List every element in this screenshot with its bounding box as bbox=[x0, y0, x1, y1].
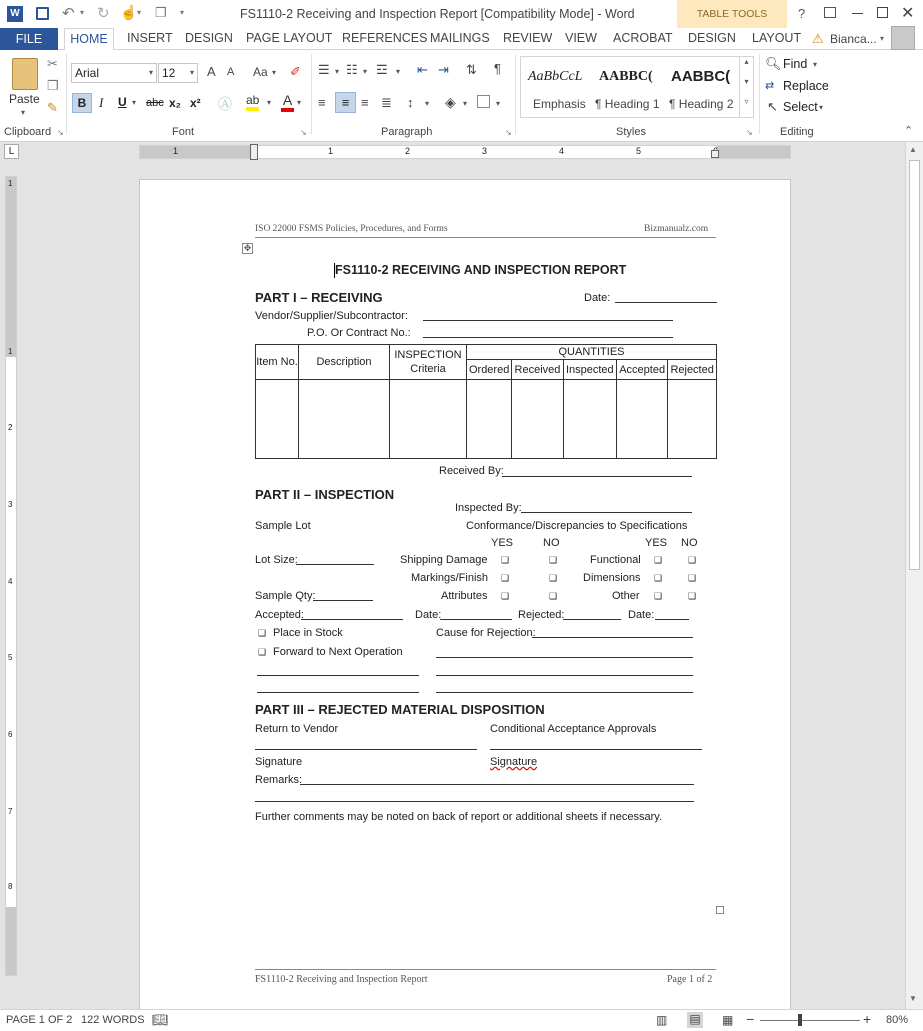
table-move-handle-icon[interactable]: ✥ bbox=[243, 243, 252, 253]
ruler-number: 1 bbox=[328, 146, 334, 156]
table-tools-label: TABLE TOOLS bbox=[677, 0, 787, 28]
change-case-dropdown-icon[interactable]: ▾ bbox=[272, 68, 277, 77]
attributes-no-checkbox[interactable]: ❑ bbox=[549, 591, 558, 601]
functional-no-checkbox[interactable]: ❑ bbox=[688, 555, 697, 565]
header-right: Bizmanualz.com bbox=[644, 224, 709, 234]
font-name-box[interactable] bbox=[71, 63, 157, 83]
zoom-slider[interactable] bbox=[760, 1020, 860, 1021]
replace-icon[interactable]: ⇄ bbox=[765, 80, 775, 92]
user-name[interactable]: Bianca... bbox=[830, 32, 877, 46]
inspected-by-line bbox=[521, 512, 692, 513]
rejected-line bbox=[563, 619, 621, 620]
functional-label: Functional bbox=[590, 554, 641, 566]
tab-selector-icon[interactable]: L bbox=[4, 144, 19, 159]
remarks-label: Remarks: bbox=[255, 774, 303, 786]
cause-for-rejection-label: Cause for Rejection: bbox=[436, 627, 536, 639]
footer-left: FS1110-2 Receiving and Inspection Report bbox=[255, 974, 428, 985]
blank-line-left-2 bbox=[257, 692, 419, 693]
attributes-label: Attributes bbox=[441, 590, 488, 602]
table-cell[interactable] bbox=[512, 380, 563, 459]
accepted-date-label: Date: bbox=[415, 609, 442, 621]
document-page[interactable] bbox=[139, 179, 791, 1009]
lot-size-label: Lot Size: bbox=[255, 554, 298, 566]
increase-indent-icon[interactable]: ⇥ bbox=[438, 62, 449, 77]
select-button[interactable]: Select bbox=[783, 100, 818, 114]
footer-rule bbox=[255, 969, 716, 970]
styles-scroll-up-icon[interactable]: ▴ bbox=[739, 57, 753, 77]
table-cell[interactable] bbox=[563, 380, 616, 459]
zoom-level[interactable]: 80% bbox=[886, 1014, 909, 1026]
tab-review[interactable]: REVIEW bbox=[503, 31, 553, 45]
ruler-margin-right bbox=[716, 146, 790, 158]
window-title: FS1110-2 Receiving and Inspection Report [Compatibility Mode] - Word bbox=[240, 7, 635, 21]
style-emphasis[interactable] bbox=[521, 57, 593, 117]
col-ordered: Ordered bbox=[467, 360, 512, 380]
blank-line-left-1 bbox=[257, 675, 419, 676]
borders-dropdown-icon[interactable]: ▾ bbox=[496, 99, 501, 108]
font-size-box[interactable] bbox=[158, 63, 198, 83]
zoom-slider-thumb[interactable] bbox=[798, 1014, 802, 1026]
tab-references[interactable]: REFERENCES bbox=[342, 31, 428, 45]
superscript-button[interactable]: x² bbox=[190, 96, 201, 110]
shrink-font-button[interactable]: A bbox=[227, 66, 235, 78]
numbering-icon[interactable]: ☷ bbox=[346, 62, 358, 77]
lot-size-line bbox=[296, 564, 374, 565]
clipboard-launcher-icon[interactable]: ↘ bbox=[57, 128, 64, 137]
paragraph-launcher-icon[interactable]: ↘ bbox=[505, 128, 512, 137]
word-logo-icon[interactable]: W bbox=[7, 6, 23, 22]
find-dropdown-icon[interactable]: ▾ bbox=[813, 60, 818, 69]
subscript-button[interactable]: x₂ bbox=[169, 96, 182, 110]
accepted-label: Accepted: bbox=[255, 609, 304, 621]
yes-header-2: YES bbox=[645, 537, 668, 549]
quantities-table bbox=[255, 344, 717, 459]
find-icon[interactable]: 🔍︎ bbox=[765, 56, 782, 71]
scroll-up-icon[interactable]: ▲ bbox=[909, 145, 917, 154]
bold-button[interactable]: B bbox=[72, 93, 92, 113]
maximize-icon[interactable] bbox=[877, 7, 888, 18]
word-count[interactable]: 122 WORDS bbox=[81, 1014, 145, 1026]
font-color-button[interactable]: A bbox=[281, 92, 294, 112]
select-icon[interactable]: ↖ bbox=[767, 99, 778, 114]
dimensions-yes-checkbox[interactable]: ❑ bbox=[654, 573, 663, 583]
tab-page-layout[interactable]: PAGE LAYOUT bbox=[246, 31, 333, 45]
table-resize-handle-icon[interactable] bbox=[716, 906, 724, 914]
shading-icon[interactable]: ◈ bbox=[445, 94, 456, 110]
ruler-number: 5 bbox=[636, 146, 642, 156]
style-preview: AABBC( bbox=[671, 68, 731, 85]
cause-line-2 bbox=[436, 657, 693, 658]
divider bbox=[759, 54, 760, 134]
return-vendor-label: Return to Vendor bbox=[255, 723, 339, 735]
bullets-icon[interactable]: ☰ bbox=[318, 62, 330, 77]
attributes-yes-checkbox[interactable]: ❑ bbox=[501, 591, 510, 601]
ribbon-tabs bbox=[0, 28, 923, 50]
cut-icon[interactable]: ✂ bbox=[47, 56, 58, 71]
font-launcher-icon[interactable]: ↘ bbox=[300, 128, 307, 137]
signature-label-2: Signature bbox=[490, 756, 538, 768]
help-icon[interactable]: ? bbox=[798, 6, 806, 21]
strikethrough-button[interactable]: abc bbox=[146, 97, 164, 109]
borders-icon[interactable] bbox=[477, 95, 490, 108]
ruler-number: 4 bbox=[559, 146, 565, 156]
table-cell[interactable] bbox=[616, 380, 667, 459]
style-name: Emphasis bbox=[533, 97, 586, 111]
divider bbox=[66, 54, 67, 134]
tab-design[interactable]: DESIGN bbox=[185, 31, 233, 45]
style-preview: AaBbCcL bbox=[528, 69, 583, 84]
table-cell[interactable] bbox=[668, 380, 717, 459]
align-left-icon[interactable]: ≡ bbox=[318, 95, 326, 110]
find-button[interactable]: Find bbox=[783, 57, 808, 71]
accepted-line bbox=[301, 619, 403, 620]
vruler-number: 3 bbox=[8, 500, 13, 509]
footer-right: Page 1 of 2 bbox=[667, 974, 713, 985]
rejected-label: Rejected: bbox=[518, 609, 565, 621]
show-formatting-icon[interactable]: ¶ bbox=[494, 61, 501, 76]
tab-mailings[interactable]: MAILINGS bbox=[430, 31, 490, 45]
ruler-number: 3 bbox=[482, 146, 488, 156]
align-right-icon[interactable]: ≡ bbox=[361, 95, 369, 110]
col-rejected: Rejected bbox=[668, 360, 717, 380]
font-name-value: Arial bbox=[75, 66, 100, 80]
tab-acrobat[interactable]: ACROBAT bbox=[613, 31, 673, 45]
select-dropdown-icon[interactable]: ▾ bbox=[819, 103, 824, 112]
vruler-number: 8 bbox=[8, 882, 13, 891]
proofing-icon[interactable]: 📖︎ bbox=[152, 1012, 169, 1027]
col-received: Received bbox=[512, 360, 563, 380]
place-in-stock-label: Place in Stock bbox=[273, 627, 343, 639]
cause-line-4 bbox=[436, 692, 693, 693]
place-in-stock-checkbox[interactable]: ❑ bbox=[258, 628, 267, 638]
tab-file[interactable]: FILE bbox=[0, 28, 58, 50]
touch-mode-icon[interactable]: ☝ bbox=[120, 4, 138, 20]
group-editing-label: Editing bbox=[780, 126, 814, 138]
touch-dropdown-icon[interactable]: ▾ bbox=[137, 8, 142, 17]
cause-line-1 bbox=[532, 637, 693, 638]
italic-button[interactable]: I bbox=[99, 95, 104, 110]
vertical-ruler[interactable] bbox=[5, 176, 17, 976]
copy-doc-icon[interactable]: ❐ bbox=[155, 5, 167, 20]
inspection-line2: Criteria bbox=[410, 363, 446, 376]
sample-qty-label: Sample Qty: bbox=[255, 590, 316, 602]
tab-table-design[interactable]: DESIGN bbox=[688, 31, 736, 45]
col-accepted: Accepted bbox=[616, 360, 667, 380]
sort-icon[interactable]: ⇅ bbox=[466, 62, 477, 77]
print-layout-icon[interactable]: ▤ bbox=[687, 1012, 703, 1028]
page-count[interactable]: PAGE 1 OF 2 bbox=[6, 1014, 73, 1026]
change-case-button[interactable]: Aa bbox=[253, 65, 268, 79]
date-line bbox=[615, 302, 717, 303]
paste-button[interactable]: Paste bbox=[9, 92, 40, 106]
numbering-dropdown-icon[interactable]: ▾ bbox=[363, 67, 368, 76]
sample-lot-label: Sample Lot bbox=[255, 520, 311, 532]
table-cell[interactable] bbox=[299, 380, 390, 459]
scroll-down-icon[interactable]: ▼ bbox=[909, 994, 917, 1003]
cause-line-3 bbox=[436, 675, 693, 676]
highlight-icon[interactable]: ab bbox=[246, 93, 259, 111]
decrease-indent-icon[interactable]: ⇤ bbox=[417, 62, 428, 77]
read-mode-icon[interactable]: ▥ bbox=[656, 1013, 668, 1027]
dimensions-no-checkbox[interactable]: ❑ bbox=[688, 573, 697, 583]
shipping-damage-no-checkbox[interactable]: ❑ bbox=[549, 555, 558, 565]
text-effects-icon[interactable]: Ⓐ bbox=[218, 96, 232, 112]
redo-icon[interactable]: ↻ bbox=[97, 5, 110, 22]
markings-yes-checkbox[interactable]: ❑ bbox=[501, 573, 510, 583]
dimensions-label: Dimensions bbox=[583, 572, 641, 584]
user-dropdown-icon[interactable]: ▾ bbox=[880, 34, 885, 43]
po-label: P.O. Or Contract No.: bbox=[307, 327, 411, 339]
further-comments-text: Further comments may be noted on back of report or additional sheets if necessary. bbox=[255, 811, 662, 823]
ruler-number: 2 bbox=[405, 146, 411, 156]
horizontal-ruler[interactable] bbox=[139, 145, 791, 159]
col-inspection bbox=[390, 345, 467, 380]
vruler-number: 4 bbox=[8, 577, 13, 586]
clear-formatting-icon[interactable]: ✐ bbox=[290, 64, 301, 79]
bullets-dropdown-icon[interactable]: ▾ bbox=[335, 67, 340, 76]
group-font-label: Font bbox=[172, 126, 195, 138]
styles-more-icon[interactable]: ▿ bbox=[739, 97, 753, 117]
part-1-heading: PART I – RECEIVING bbox=[255, 290, 383, 305]
document-area[interactable] bbox=[0, 162, 905, 1009]
vertical-scrollbar[interactable] bbox=[905, 142, 923, 1009]
multilevel-list-icon[interactable]: ☲ bbox=[376, 62, 388, 77]
styles-launcher-icon[interactable]: ↘ bbox=[746, 128, 753, 137]
grow-font-button[interactable]: A bbox=[207, 64, 216, 79]
forward-next-label: Forward to Next Operation bbox=[273, 646, 403, 658]
multilevel-dropdown-icon[interactable]: ▾ bbox=[396, 67, 401, 76]
font-size-value: 12 bbox=[162, 66, 176, 80]
close-icon[interactable]: ✕ bbox=[901, 5, 915, 22]
table-cell[interactable] bbox=[467, 380, 512, 459]
avatar[interactable] bbox=[891, 26, 915, 50]
underline-dropdown-icon[interactable]: ▾ bbox=[132, 98, 137, 107]
zoom-out-icon[interactable]: − bbox=[746, 1011, 755, 1027]
tab-insert[interactable]: INSERT bbox=[127, 31, 173, 45]
warning-icon: ⚠ bbox=[812, 31, 824, 46]
status-bar bbox=[0, 1009, 923, 1031]
other-no-checkbox[interactable]: ❑ bbox=[688, 591, 697, 601]
scroll-thumb[interactable] bbox=[909, 160, 920, 570]
rejected-date-line bbox=[655, 619, 689, 620]
inspected-by-label: Inspected By: bbox=[455, 502, 522, 514]
col-description: Description bbox=[299, 345, 390, 380]
collapse-ribbon-icon[interactable]: ⌃ bbox=[904, 125, 914, 137]
web-layout-icon[interactable]: ▦ bbox=[722, 1013, 734, 1027]
style-preview: AABBC( bbox=[599, 69, 653, 84]
group-clipboard-label: Clipboard bbox=[4, 126, 52, 138]
remarks-line-2 bbox=[255, 801, 694, 802]
functional-yes-checkbox[interactable]: ❑ bbox=[654, 555, 663, 565]
align-center-icon[interactable]: ≡ bbox=[335, 92, 356, 113]
accepted-date-line bbox=[440, 619, 512, 620]
shipping-damage-yes-checkbox[interactable]: ❑ bbox=[501, 555, 510, 565]
style-name: ¶ Heading 2 bbox=[669, 97, 734, 111]
other-yes-checkbox[interactable]: ❑ bbox=[654, 591, 663, 601]
col-quantities: QUANTITIES bbox=[467, 345, 717, 360]
part-2-heading: PART II – INSPECTION bbox=[255, 487, 395, 502]
vruler-margin-top bbox=[6, 177, 16, 357]
forward-next-checkbox[interactable]: ❑ bbox=[258, 647, 267, 657]
minimize-icon[interactable] bbox=[852, 13, 863, 14]
justify-icon[interactable]: ≣ bbox=[381, 95, 392, 110]
vendor-label: Vendor/Supplier/Subcontractor: bbox=[255, 310, 408, 322]
undo-dropdown-icon[interactable]: ▾ bbox=[80, 8, 85, 17]
return-vendor-line bbox=[255, 749, 477, 750]
shipping-damage-label: Shipping Damage bbox=[400, 554, 488, 566]
vruler-number: 2 bbox=[8, 423, 13, 432]
format-painter-icon[interactable]: ✎ bbox=[47, 100, 58, 115]
paste-dropdown-icon[interactable]: ▾ bbox=[21, 108, 26, 117]
tab-table-layout[interactable]: LAYOUT bbox=[752, 31, 802, 45]
font-color-dropdown-icon[interactable]: ▾ bbox=[297, 98, 302, 107]
header-left: ISO 22000 FSMS Policies, Procedures, and Forms bbox=[255, 224, 448, 234]
conditional-line bbox=[490, 749, 702, 750]
conditional-acceptance-label: Conditional Acceptance Approvals bbox=[490, 723, 657, 735]
document-title: FS1110-2 RECEIVING AND INSPECTION REPORT bbox=[335, 263, 627, 277]
undo-icon[interactable]: ↶ bbox=[62, 5, 75, 22]
vruler-number: 6 bbox=[8, 730, 13, 739]
markings-no-checkbox[interactable]: ❑ bbox=[549, 573, 558, 583]
no-header-1: NO bbox=[543, 537, 560, 549]
sample-qty-line bbox=[313, 600, 373, 601]
col-inspected: Inspected bbox=[563, 360, 616, 380]
signature-label-1: Signature bbox=[255, 756, 303, 768]
received-by-label: Received By: bbox=[439, 465, 504, 477]
group-paragraph-label: Paragraph bbox=[381, 126, 433, 138]
style-name: ¶ Heading 1 bbox=[595, 97, 660, 111]
style-heading-2[interactable] bbox=[667, 57, 739, 117]
vruler-number: 1 bbox=[8, 347, 13, 356]
date-label: Date: bbox=[584, 292, 611, 304]
underline-button[interactable]: U bbox=[118, 95, 127, 109]
group-styles-label: Styles bbox=[616, 126, 646, 138]
po-line bbox=[423, 337, 673, 338]
vruler-margin-bottom bbox=[6, 907, 16, 975]
styles-scroll-down-icon[interactable]: ▾ bbox=[739, 77, 753, 97]
table-cell[interactable] bbox=[390, 380, 467, 459]
highlight-dropdown-icon[interactable]: ▾ bbox=[267, 98, 272, 107]
divider bbox=[515, 54, 516, 134]
markings-finish-label: Markings/Finish bbox=[411, 572, 489, 584]
save-icon[interactable] bbox=[36, 7, 49, 20]
tab-home[interactable]: HOME bbox=[64, 28, 114, 51]
vendor-line bbox=[423, 320, 673, 321]
divider bbox=[311, 54, 312, 134]
shading-dropdown-icon[interactable]: ▾ bbox=[463, 99, 468, 108]
yes-header-1: YES bbox=[491, 537, 514, 549]
other-label: Other bbox=[612, 590, 640, 602]
vruler-number: 1 bbox=[8, 179, 13, 188]
line-spacing-dropdown-icon[interactable]: ▾ bbox=[425, 99, 430, 108]
replace-button[interactable]: Replace bbox=[783, 79, 829, 93]
ruler-margin-left bbox=[140, 146, 254, 158]
customize-qat-icon[interactable]: ▾ bbox=[180, 8, 185, 17]
ribbon-display-icon[interactable] bbox=[824, 7, 836, 18]
inspection-line1: INSPECTION bbox=[394, 349, 462, 362]
font-size-dropdown-icon[interactable]: ▾ bbox=[189, 68, 194, 77]
paste-icon[interactable] bbox=[12, 58, 38, 90]
part-3-heading: PART III – REJECTED MATERIAL DISPOSITION bbox=[255, 702, 545, 717]
table-cell[interactable] bbox=[256, 380, 299, 459]
col-item-no: Item No. bbox=[256, 345, 299, 380]
tab-view[interactable]: VIEW bbox=[565, 31, 597, 45]
rejected-date-label: Date: bbox=[628, 609, 655, 621]
horizontal-ruler-bar bbox=[0, 142, 923, 162]
vruler-number: 5 bbox=[8, 653, 13, 662]
received-by-line bbox=[502, 476, 692, 477]
copy-icon[interactable]: ❐ bbox=[47, 78, 59, 93]
conformance-label: Conformance/Discrepancies to Specifications bbox=[466, 520, 688, 532]
text-cursor bbox=[334, 263, 335, 278]
font-name-dropdown-icon[interactable]: ▾ bbox=[148, 68, 153, 77]
line-spacing-icon[interactable]: ↕ bbox=[407, 95, 414, 110]
right-indent-marker-icon[interactable] bbox=[711, 150, 719, 158]
ribbon-home bbox=[0, 50, 923, 142]
styles-gallery[interactable] bbox=[520, 56, 754, 118]
zoom-in-icon[interactable]: + bbox=[863, 1011, 872, 1027]
no-header-2: NO bbox=[681, 537, 698, 549]
header-rule bbox=[255, 237, 716, 238]
ruler-number: 1 bbox=[173, 146, 179, 156]
left-indent-marker-icon[interactable] bbox=[250, 144, 258, 160]
title-bar bbox=[0, 0, 923, 28]
vruler-number: 7 bbox=[8, 807, 13, 816]
style-heading-1[interactable] bbox=[595, 57, 667, 117]
remarks-line-1 bbox=[300, 784, 694, 785]
